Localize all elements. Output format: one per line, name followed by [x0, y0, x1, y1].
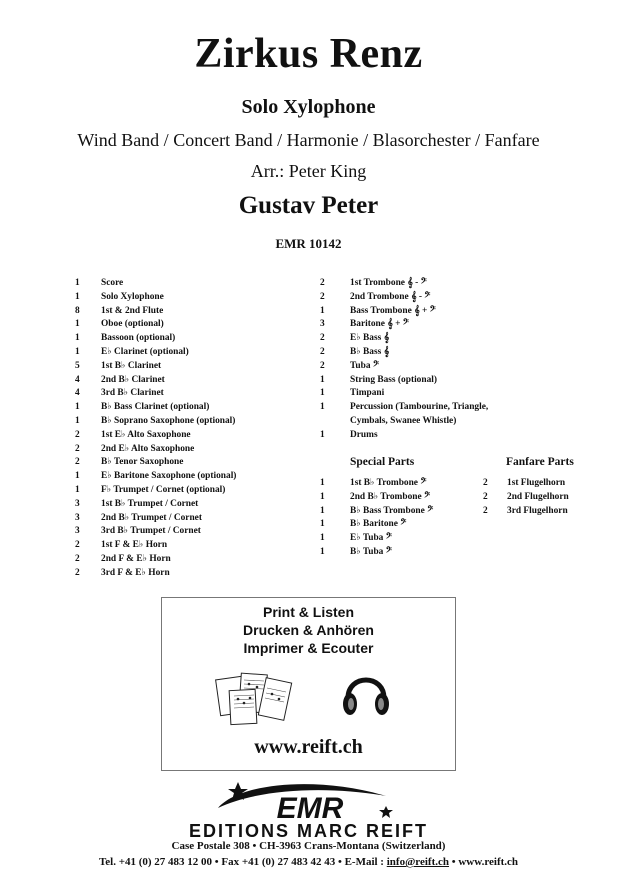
email-link[interactable]: info@reift.ch	[386, 856, 450, 868]
part-name: 1st B♭ Clarinet	[101, 360, 162, 371]
list-item	[75, 525, 305, 539]
list-item	[75, 401, 305, 415]
part-quantity: 3	[75, 526, 80, 537]
list-item	[75, 484, 305, 498]
part-name: B♭ Bass Trombone 𝄢	[350, 505, 434, 516]
part-name: Tuba 𝄢	[350, 360, 379, 371]
part-quantity: 2	[75, 443, 80, 454]
contact-prefix: Tel. +41 (0) 27 483 12 00 • Fax +41 (0) 27 483 42 43 • E-Mail :	[98, 856, 387, 868]
part-quantity: 1	[75, 278, 80, 288]
list-item	[320, 387, 520, 401]
contact-suffix: • www.reift.ch	[449, 856, 519, 868]
list-item	[75, 443, 305, 457]
part-quantity: 1	[320, 305, 325, 316]
part-quantity: 1	[75, 484, 80, 495]
list-item	[483, 505, 603, 519]
sheet-music-icon	[214, 668, 296, 728]
solo-instrument: Solo Xylophone	[241, 96, 376, 118]
part-quantity: 1	[320, 533, 325, 544]
list-item	[320, 477, 490, 491]
part-name: B♭ Bass 𝄞	[350, 346, 390, 357]
list-item	[75, 456, 305, 470]
part-quantity: 2	[75, 429, 80, 440]
special-parts-heading: Special Parts	[350, 456, 415, 468]
list-item	[320, 505, 490, 519]
list-item	[75, 553, 305, 567]
part-name: Drums	[350, 429, 378, 440]
list-item	[75, 305, 305, 319]
part-name: B♭ Tenor Saxophone	[101, 457, 184, 468]
part-quantity: 1	[320, 505, 325, 516]
part-name: Percussion (Tambourine, Triangle,	[350, 402, 489, 413]
part-name: 3rd B♭ Trumpet / Cornet	[101, 526, 201, 537]
part-quantity: 1	[75, 402, 80, 413]
part-quantity: 1	[75, 471, 80, 482]
part-quantity: 2	[483, 505, 488, 516]
list-item	[483, 477, 603, 491]
list-item	[320, 518, 490, 532]
part-name: F♭ Trumpet / Cornet (optional)	[101, 484, 226, 495]
promo-line-french: Imprimer & Ecouter	[243, 640, 374, 656]
part-quantity: 2	[320, 278, 325, 288]
list-item	[320, 429, 520, 443]
part-name: B♭ Bass Clarinet (optional)	[101, 402, 210, 413]
part-name: Bassoon (optional)	[101, 333, 176, 344]
part-name: B♭ Baritone 𝄢	[350, 519, 407, 530]
list-item	[320, 332, 520, 346]
promo-website[interactable]: www.reift.ch	[254, 736, 363, 758]
part-quantity: 1	[75, 346, 80, 357]
part-quantity: 2	[320, 346, 325, 357]
list-item	[75, 498, 305, 512]
list-item	[483, 491, 603, 505]
part-quantity: 3	[75, 512, 80, 523]
part-quantity: 1	[75, 291, 80, 302]
part-quantity: 2	[483, 491, 488, 502]
part-name: Solo Xylophone	[101, 291, 164, 302]
ensemble-line: Wind Band / Concert Band / Harmonie / Blasorchester / Fanfare	[77, 130, 540, 150]
part-name: 2nd E♭ Alto Saxophone	[101, 443, 195, 454]
part-name: 1st E♭ Alto Saxophone	[101, 429, 191, 440]
publisher-address: Case Postale 308 • CH-3963 Crans-Montana (Switzerland)	[171, 840, 446, 852]
part-quantity: 1	[75, 333, 80, 344]
part-quantity: 2	[75, 553, 80, 564]
promo-line-english: Print & Listen	[262, 604, 354, 620]
list-item	[75, 346, 305, 360]
part-name: 1st B♭ Trumpet / Cornet	[101, 498, 199, 509]
page-title: Zirkus Renz	[194, 31, 423, 77]
part-name: 3rd B♭ Clarinet	[101, 388, 164, 399]
list-item	[75, 360, 305, 374]
list-item	[320, 346, 520, 360]
fanfare-parts-heading: Fanfare Parts	[506, 456, 574, 468]
part-quantity: 3	[75, 498, 80, 509]
part-quantity: 1	[320, 374, 325, 385]
part-quantity: 2	[75, 567, 80, 578]
part-quantity: 3	[320, 319, 325, 330]
part-name: 1st Trombone 𝄞 - 𝄢	[350, 278, 427, 288]
list-item	[75, 291, 305, 305]
part-quantity: 1	[320, 519, 325, 530]
list-item	[75, 415, 305, 429]
promo-line-german: Drucken & Anhören	[243, 622, 374, 638]
part-quantity: 1	[320, 429, 325, 440]
part-name: 2nd B♭ Clarinet	[101, 374, 165, 385]
special-parts-list	[320, 477, 490, 560]
arranger-line: Arr.: Peter King	[250, 161, 367, 181]
part-quantity: 1	[320, 546, 325, 557]
part-quantity: 1	[320, 388, 325, 399]
part-quantity: 2	[320, 291, 325, 302]
part-quantity: 2	[320, 360, 325, 371]
print-listen-box	[161, 597, 456, 771]
part-quantity: 2	[483, 478, 488, 488]
part-name: E♭ Tuba 𝄢	[350, 533, 392, 544]
part-name: Bass Trombone 𝄞 + 𝄢	[350, 305, 436, 316]
list-item	[320, 277, 520, 291]
list-item	[75, 318, 305, 332]
fanfare-parts-list	[483, 477, 603, 518]
part-name: 2nd F & E♭ Horn	[101, 553, 171, 564]
part-quantity: 1	[75, 319, 80, 330]
publisher-name: EDITIONS MARC REIFT	[189, 821, 428, 841]
list-item	[320, 305, 520, 319]
composer-name: Gustav Peter	[238, 192, 379, 219]
part-quantity: 2	[75, 540, 80, 551]
part-name: B♭ Tuba 𝄢	[350, 546, 392, 557]
list-item	[320, 360, 520, 374]
list-item	[75, 387, 305, 401]
list-item	[75, 539, 305, 553]
list-item	[75, 429, 305, 443]
part-quantity: 1	[320, 491, 325, 502]
part-name: Baritone 𝄞 + 𝄢	[350, 319, 409, 330]
part-quantity: 5	[75, 360, 80, 371]
part-quantity: 4	[75, 388, 80, 399]
part-name: 1st Flugelhorn	[507, 478, 566, 488]
list-item	[320, 318, 520, 332]
part-name: E♭ Clarinet (optional)	[101, 346, 189, 357]
headphones-icon	[340, 662, 392, 724]
part-name: 1st F & E♭ Horn	[101, 540, 168, 551]
list-item	[75, 567, 305, 581]
part-name: B♭ Soprano Saxophone (optional)	[101, 415, 236, 426]
part-name: 2nd B♭ Trumpet / Cornet	[101, 512, 202, 523]
part-name: Timpani	[350, 388, 385, 399]
part-name: Score	[101, 278, 124, 288]
part-name: 2nd B♭ Trombone 𝄢	[350, 491, 431, 502]
part-name: String Bass (optional)	[350, 374, 437, 385]
logo-text: EMR	[276, 792, 344, 824]
percussion-continued: Cymbals, Swanee Whistle)	[350, 415, 457, 426]
list-item	[320, 291, 520, 305]
list-item	[320, 491, 490, 505]
part-name: 2nd Trombone 𝄞 - 𝄢	[350, 291, 431, 302]
part-name: 2nd Flugelhorn	[507, 491, 569, 502]
part-quantity: 4	[75, 374, 80, 385]
list-item	[320, 401, 520, 415]
list-item	[320, 532, 490, 546]
list-item	[320, 374, 520, 388]
part-name: 3rd Flugelhorn	[507, 505, 568, 516]
part-quantity: 1	[320, 478, 325, 488]
list-item	[75, 470, 305, 484]
contact-line	[0, 856, 617, 868]
part-name: E♭ Bass 𝄞	[350, 333, 390, 344]
parts-list-left	[75, 277, 305, 581]
part-name: 1st & 2nd Flute	[101, 305, 164, 316]
list-item	[75, 277, 305, 291]
part-name: E♭ Baritone Saxophone (optional)	[101, 471, 237, 482]
list-item	[75, 512, 305, 526]
catalog-number: EMR 10142	[275, 236, 342, 251]
list-item	[75, 332, 305, 346]
emr-logo-icon	[210, 778, 410, 824]
part-quantity: 1	[320, 402, 325, 413]
list-item	[75, 374, 305, 388]
parts-list-middle	[320, 277, 520, 443]
part-name: Oboe (optional)	[101, 319, 164, 330]
part-name: 3rd F & E♭ Horn	[101, 567, 170, 578]
part-quantity: 2	[75, 457, 80, 468]
part-quantity: 1	[75, 415, 80, 426]
part-name: 1st B♭ Trombone 𝄢	[350, 478, 427, 488]
part-quantity: 8	[75, 305, 80, 316]
list-item	[320, 546, 490, 560]
part-quantity: 2	[320, 333, 325, 344]
